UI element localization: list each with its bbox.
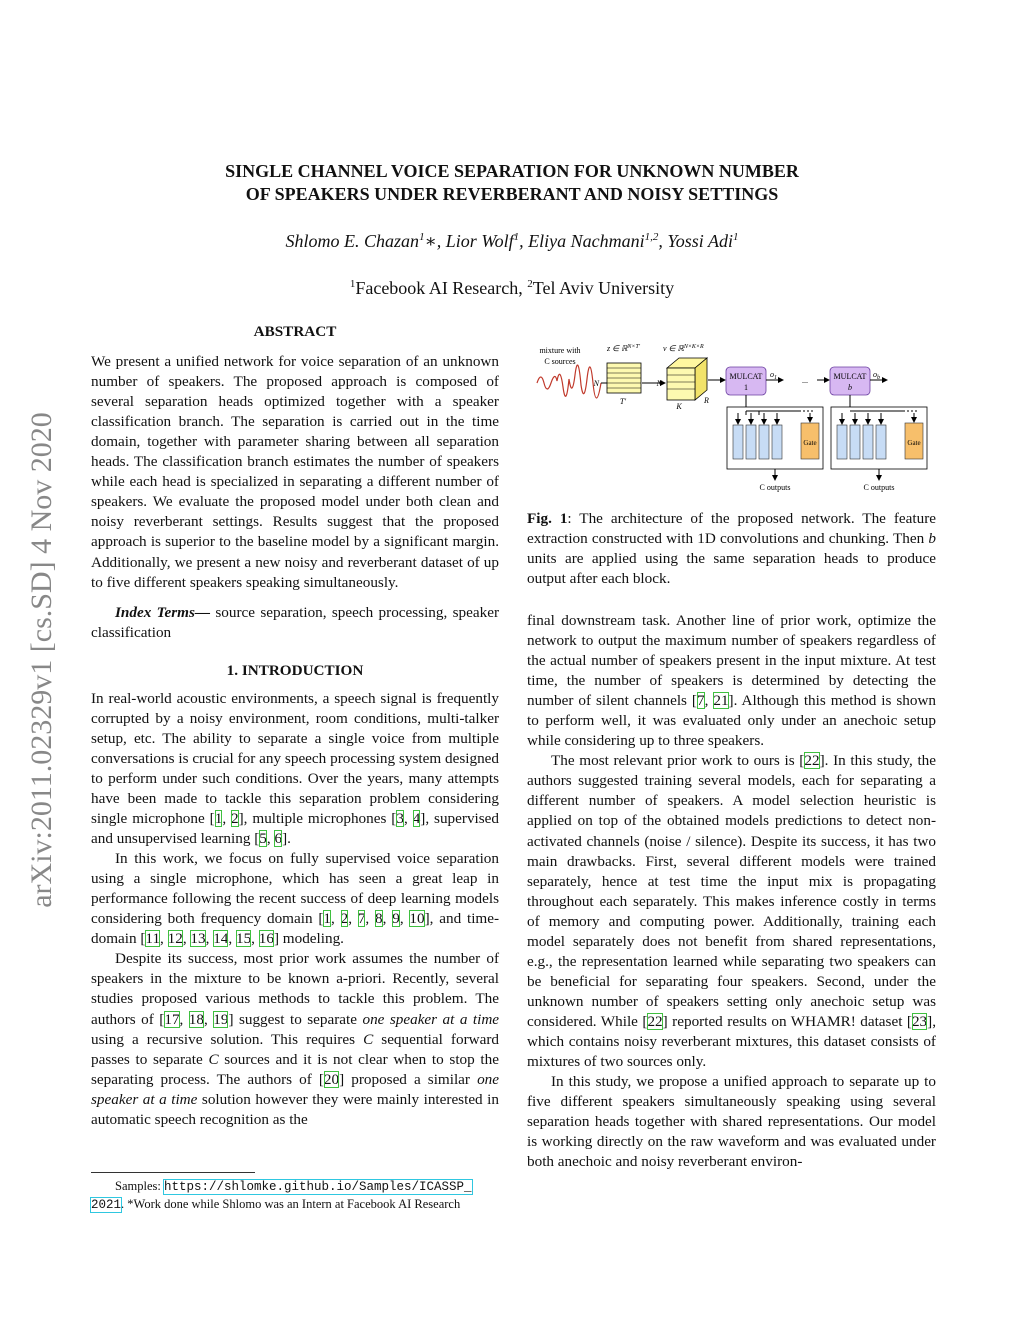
footnote-text: . *Work done while Shlomo was an Intern at Facebook AI Research xyxy=(121,1197,461,1211)
svg-text:MULCAT: MULCAT xyxy=(729,372,763,381)
author-star: ∗ xyxy=(424,231,437,251)
citation-link[interactable]: 19 xyxy=(213,1010,229,1028)
abstract-text: We present a unified network for voice separation of an unknown number of speakers. The proposed approach is composed of several separation heads optimized together with a speaker classification branch. The separation is carried out in the time domain, together with parameter sharing between all separation heads. The classification branch estimates the number of speakers while each head is specialized in separating a different number of speakers. We evaluate the proposed model under both clean and noisy reverberant settings. Results suggest that the proposed approach is superior to the baseline model by a significant margin. Additionally, we present a new noisy and reverberant dataset of up to five different speakers speaking simultaneously. xyxy=(91,353,499,591)
citation-link[interactable]: 1 xyxy=(214,810,223,828)
citation-link[interactable]: 13 xyxy=(190,930,206,948)
index-terms-label: Index Terms— xyxy=(115,603,211,621)
citation-link[interactable]: 18 xyxy=(188,1010,204,1028)
citation-link[interactable]: 4 xyxy=(412,810,421,828)
fig-mulcat-b xyxy=(830,367,870,395)
fig-z-block xyxy=(607,363,641,393)
citation-link[interactable]: 22 xyxy=(804,752,820,770)
citation-link[interactable]: 22 xyxy=(647,1012,663,1030)
author-name: Shlomo E. Chazan xyxy=(285,231,420,251)
fig-R-label: R xyxy=(704,396,709,405)
citation-link[interactable]: 21 xyxy=(713,692,729,710)
fig-outputs-label: C outputs xyxy=(759,483,791,492)
fig-N-label: N xyxy=(656,379,662,388)
fig-mixture-label: mixture with xyxy=(539,346,581,355)
title-line-2: OF SPEAKERS UNDER REVERBERANT AND NOISY SETTINGS xyxy=(245,184,779,204)
architecture-figure xyxy=(527,335,937,505)
citation-link[interactable]: 1 xyxy=(323,910,331,928)
fig-T-label: T' xyxy=(619,397,627,406)
affil-text: Tel Aviv University xyxy=(532,278,675,298)
fig-mulcat-1 xyxy=(726,367,766,395)
fig-K-label: K xyxy=(676,402,682,411)
caption-text: units are applied using the same separation heads to produce output after each block. xyxy=(527,550,936,588)
intro-heading: 1. INTRODUCTION xyxy=(226,661,364,679)
author-sup: 1 xyxy=(419,231,425,243)
svg-text:b: b xyxy=(848,383,852,392)
fig-ob-label: $o_b$ xyxy=(873,370,880,381)
figure-caption xyxy=(527,509,936,589)
citation-link[interactable]: 5 xyxy=(259,830,267,848)
svg-text:Gate: Gate xyxy=(907,439,921,447)
citation-link[interactable]: 16 xyxy=(258,930,274,948)
citation-link[interactable]: 6 xyxy=(274,830,283,848)
citation-link[interactable]: 3 xyxy=(396,810,404,828)
fig-waveform xyxy=(537,365,601,398)
intro-paragraph: In real-world acoustic environments, a speech signal is frequently corrupted by a noisy environment, room conditions, multi-talker setup, etc. The ability to separate a single voice from multiple conversations is crucial for any speech processing system designed to perform under such conditions. Over the years, many attempts have been made to tackle this separation problem considering single microphone [1, 2], multiple microphones [3, 4], supervised and unsupervised learning [5, 6]. xyxy=(91,689,500,848)
citation-link[interactable]: 2 xyxy=(340,910,349,928)
fig-mixture-label: C sources xyxy=(544,357,576,366)
citation-link[interactable]: 17 xyxy=(164,1010,180,1028)
body-paragraph: final downstream task. Another line of prior work, optimize the network to output the maximum number of speakers regardless of the actual number of speakers present in the input mixture. At test time, the number of speakers is determined by detecting the number of silent channels [7, 21]. Although this method is shown to perform well, it was evaluated only under an anechoic setup while considering up to three speakers. xyxy=(527,612,937,750)
citation-link[interactable]: 11 xyxy=(145,930,161,948)
index-terms-text: source separation, speech processing, speaker classification xyxy=(91,603,499,641)
citation-link[interactable]: 15 xyxy=(235,930,252,948)
arxiv-stamp xyxy=(12,360,72,960)
citation-link[interactable]: 12 xyxy=(167,930,183,948)
affil-sup: 2 xyxy=(527,278,533,290)
affil-text: Facebook AI Research, xyxy=(355,278,528,298)
caption-label: Fig. 1 xyxy=(527,510,568,527)
affiliations xyxy=(0,278,1024,299)
citation-link[interactable]: 7 xyxy=(696,692,705,710)
fig-v-block xyxy=(667,358,707,400)
title-line-1: SINGLE CHANNEL VOICE SEPARATION FOR UNKNOWN NUMBER xyxy=(225,161,799,181)
fig-head-b xyxy=(831,395,927,480)
author-name: Yossi Adi xyxy=(667,231,733,251)
citation-link[interactable]: 7 xyxy=(357,910,366,928)
citation-link[interactable]: 2 xyxy=(231,810,239,828)
fig-z-label: z ∈ ℝ$^{N\times T'}$ xyxy=(607,344,641,353)
fig-head-1 xyxy=(727,395,823,480)
paper-title xyxy=(0,160,1024,206)
svg-text:Gate: Gate xyxy=(803,439,817,447)
caption-text: : The architecture of the proposed network. The feature extraction constructed with 1D convolutions and chunking. Then xyxy=(527,510,936,548)
footnote-label: Samples: xyxy=(115,1179,164,1193)
fig-v-label: v ∈ ℝ$^{N\times K\times R}$ xyxy=(663,344,704,353)
samples-link[interactable]: https://shlomke.github.io/Samples/ICASSP_ xyxy=(163,1180,472,1194)
intro-paragraph: Despite its success, most prior work assumes the number of speakers in the mixture to be known a-priori. Recently, several studies proposed various methods to tackle this problem. The authors of [17, 18, 19] suggest to separate one speaker at a time using a recursive solution. This requires C sequential forward passes to separate C sources and it is not clear when to stop the separating process. The authors of [20] proposed a similar one speaker at a time solution however they were mainly interested in automatic speech recognition as the xyxy=(91,950,500,1128)
footnote-rule xyxy=(91,1172,255,1173)
fig-N-label: N xyxy=(593,379,599,388)
author-sup: 1 xyxy=(732,231,739,243)
author-name: Eliya Nachmani xyxy=(528,231,645,251)
right-column xyxy=(527,611,936,1172)
citation-link[interactable]: 8 xyxy=(375,910,383,928)
body-paragraph: The most relevant prior work to ours is [22]. In this study, the authors suggested training several models, each for separating a different number of speakers. A model selection heuristic is applied on top of the obtained models predictions to detect non-activated channels (noise / silence). Despite its success, it has two main drawbacks. First, several different models were trained separately, hence at test time the input mix is propagating throughout each separately. This makes inference costly in terms of memory and computing power. Additionally, training each model separately does not benefit from shared representations, e.g., the representation learned while separating two speakers can be beneficial for separating four speakers. Second, under the unknown number of speakers setting only anechoic setup was considered. While [22] reported results on WHAMR! dataset [23], which contains noisy reverberant mixtures, this dataset consists of mixtures of two sources only. xyxy=(527,752,936,1071)
citation-link[interactable]: 14 xyxy=(213,930,229,948)
citation-link[interactable]: 20 xyxy=(323,1070,340,1088)
fig-outputs-label: C outputs xyxy=(863,483,895,492)
samples-link-cont[interactable]: 2021 xyxy=(91,1198,122,1212)
caption-var: b xyxy=(928,530,936,548)
index-terms xyxy=(91,603,499,643)
author-sup: 1,2 xyxy=(644,231,659,243)
author-list: Shlomo E. Chazan$^1$∗, Lior Wolf$^1$, Eliya Nachmani$^{1,2}$, Yossi Adi$^1$ xyxy=(285,231,739,251)
fig-dots: ... xyxy=(802,376,808,385)
affil-sup: 1 xyxy=(349,278,356,290)
svg-text:1: 1 xyxy=(744,383,748,392)
citation-link[interactable]: 23 xyxy=(911,1012,928,1030)
intro-paragraph: In this work, we focus on fully supervised voice separation using a single microphone, which has seen a great leap in performance following the recent success of deep learning models considering both frequency domain [1, 2, 7, 8, 9, 10], and time-domain [11, 12, 13, 14, 15, 16] modeling. xyxy=(91,850,500,948)
author-sup: 1 xyxy=(513,231,520,243)
citation-link[interactable]: 9 xyxy=(392,910,400,928)
fig-o1-label: $o_1$ xyxy=(770,370,777,381)
svg-text:MULCAT: MULCAT xyxy=(833,372,867,381)
body-paragraph: In this study, we propose a unified approach to separate up to five different speakers simultaneously speaking using several separation heads together with shared representations. Our model is working directly on the raw waveform and was evaluated under both anechoic and noisy reverberant environ- xyxy=(527,1073,936,1171)
abstract-heading: ABSTRACT xyxy=(253,323,337,340)
footnote xyxy=(91,1178,501,1214)
citation-link[interactable]: 10 xyxy=(409,910,425,928)
arxiv-id: arXiv:2011.02329v1 [cs.SD] 4 Nov 2020 xyxy=(25,412,58,908)
author-name: Lior Wolf xyxy=(445,231,514,251)
left-column xyxy=(91,322,499,1130)
